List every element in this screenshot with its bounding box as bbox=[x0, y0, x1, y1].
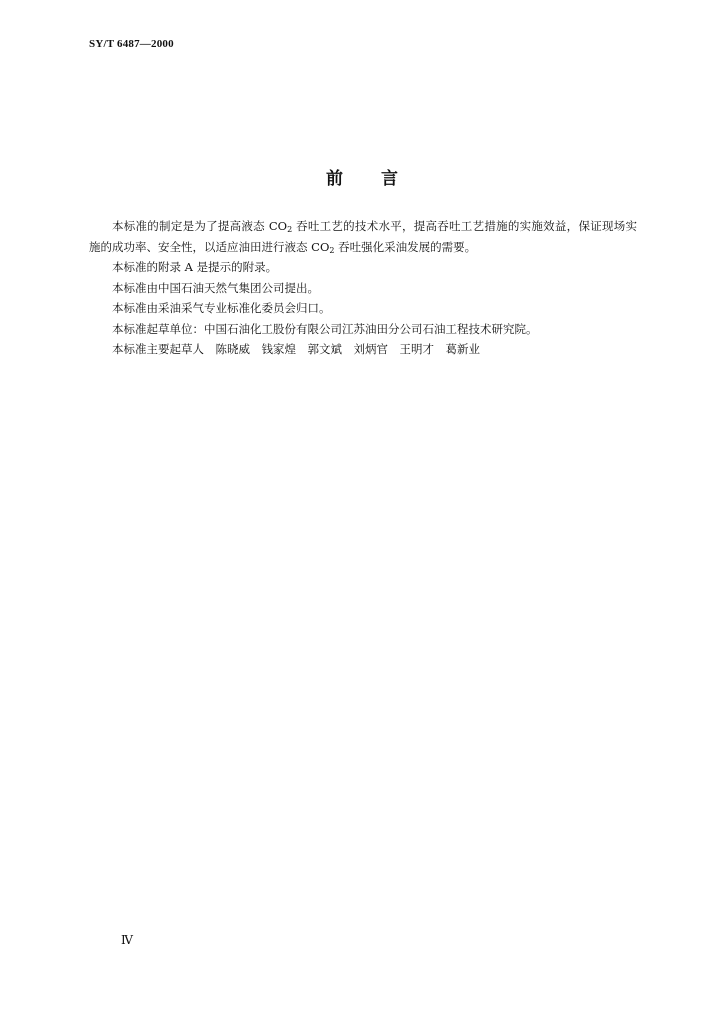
page-title: 前言 bbox=[326, 169, 436, 189]
paragraph-administrator: 本标准由采油采气专业标准化委员会归口。 bbox=[112, 301, 331, 315]
co2-subscript: 2 bbox=[287, 225, 293, 234]
page-number: Ⅳ bbox=[121, 933, 133, 947]
document-code: SY/T 6487—2000 bbox=[89, 38, 174, 50]
paragraph-purpose-part3: 吞吐强化采油发展的需要。 bbox=[334, 239, 477, 254]
co2-subscript-2: 2 bbox=[329, 245, 335, 255]
paragraph-appendix: 本标准的附录 A 是提示的附录。 bbox=[112, 260, 278, 274]
paragraph-drafting-unit: 本标准起草单位：中国石油化工股份有限公司江苏油田分公司石油工程技术研究院。 bbox=[112, 321, 538, 336]
paragraph-proposer: 本标准由中国石油天然气集团公司提出。 bbox=[112, 280, 319, 295]
paragraph-purpose-part1: 本标准的制定是为了提高液态 CO bbox=[112, 219, 288, 233]
paragraph-purpose bbox=[89, 216, 637, 257]
foreword-body bbox=[89, 216, 637, 360]
paragraph-drafters: 本标准主要起草人 陈晓威 钱家煌 郭文斌 刘炳官 王明才 葛新业 bbox=[112, 342, 480, 356]
paragraph-purpose-part2: 吞吐工艺的技术水平，提高吞吐工艺措施的实施效益，保证现场实施的成功率、安全性，以适应油田进行液态 CO bbox=[89, 219, 638, 254]
